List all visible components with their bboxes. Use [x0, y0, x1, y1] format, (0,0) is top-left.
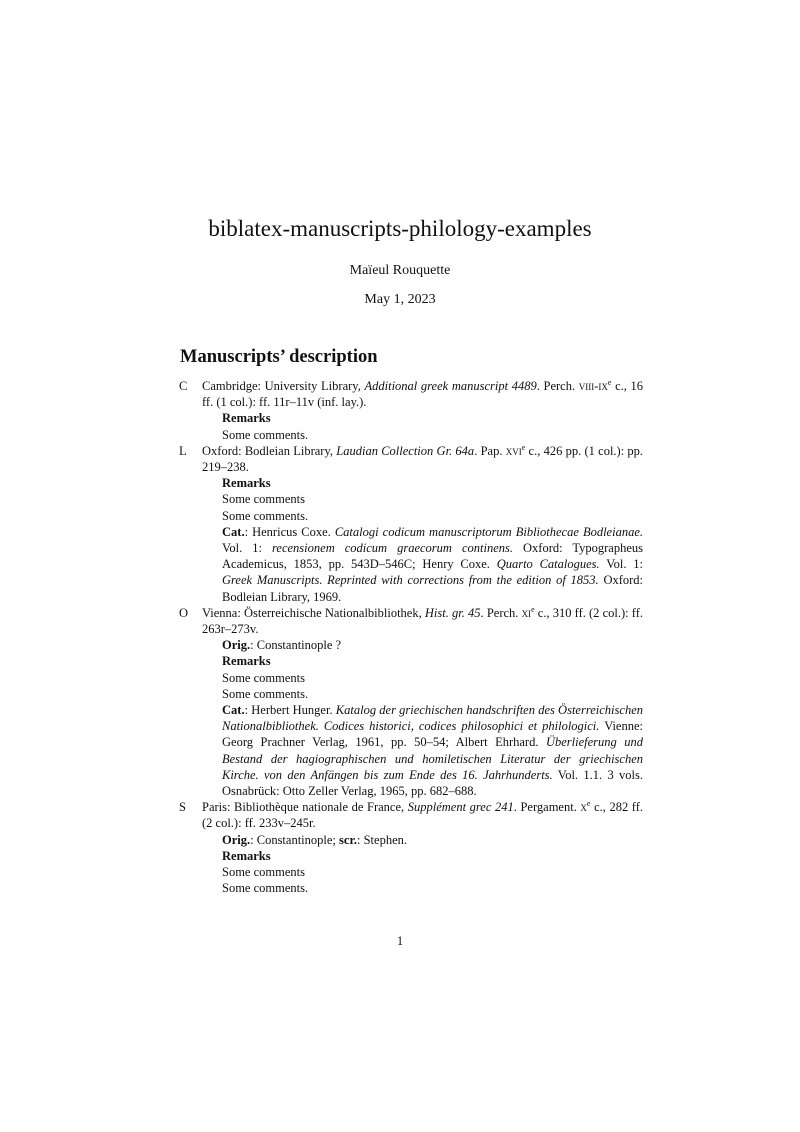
century: x — [580, 800, 587, 815]
remarks-label: Remarks — [222, 476, 271, 491]
city-library: Vienna: Österreichische Nationalbibliothek, — [202, 605, 422, 620]
physical-details: c., 16 ff. (1 col.): ff. 11r–11v (inf. lay.). — [202, 379, 644, 410]
manuscript-entry — [0, 378, 643, 443]
material: Pergament. — [520, 800, 577, 815]
material: Perch. — [486, 605, 519, 620]
century-suffix: e — [586, 799, 591, 809]
century-suffix: e — [607, 378, 612, 387]
shelfmark: Supplément grec 241 — [407, 800, 514, 815]
shelfmark: Hist. gr. 45 — [424, 605, 481, 620]
orig-label: Orig. — [222, 638, 251, 653]
physical-details: c., 282 ff. (2 col.): ff. 233v–245r. — [202, 800, 644, 831]
city-library: Paris: Bibliothèque nationale de France, — [202, 800, 405, 815]
century: viii-ix — [578, 379, 608, 393]
siglum: O — [179, 605, 189, 620]
orig-label: Orig. — [222, 832, 251, 847]
origin-value: Constantinople ? — [256, 638, 342, 653]
material: Pap. — [480, 443, 503, 458]
remark-line: Some comments — [222, 492, 305, 507]
remark-line: Some comments. — [222, 427, 309, 442]
manuscript-entry — [0, 799, 643, 896]
remark-line: Some comments. — [222, 686, 309, 701]
scribe-value: Stephen. — [363, 832, 407, 847]
document-author: Maïeul Rouquette — [349, 263, 451, 278]
remark-line: Some comments — [222, 670, 305, 685]
shelfmark: Laudian Collection Gr. 64a — [336, 443, 475, 458]
catalogue-references: Cat.: Herbert Hunger. Katalog der griechischen handschriften des Österreichischen Nationalbibliothek. Codices historici, codices philosophici et philologici. Vienne: Georg Prachner Verlag, 1961, pp. 50–54; Albert Ehrhard. Überlieferung und Bestand der hagiographischen und homiletischen Literatur der griechischen Kirche. von den Anfängen bis zum Ende des 16. Jahrhunderts. Vol. 1.1. 3 vols. Osnabrück: Otto Zeller Verlag, 1965, pp. 682–688. — [222, 703, 644, 799]
city-library: Oxford: Bodleian Library, — [202, 443, 334, 458]
siglum: C — [179, 379, 188, 393]
remarks-label: Remarks — [222, 411, 271, 426]
manuscript-description: Oxford: Bodleian Library, Laudian Collection Gr. 64a. Pap. xvi$^e$ c., 426 pp. (1 col.): pp. 219–238. — [202, 442, 644, 475]
century-suffix: e — [521, 442, 526, 452]
century: xi — [521, 605, 532, 620]
cat-label: Cat. — [222, 703, 245, 718]
cat-label: Cat. — [222, 524, 245, 539]
origin-line: Orig.: Constantinople ? — [222, 638, 342, 653]
physical-details: c., 310 ff. (2 col.): ff. 263r–273v. — [202, 605, 643, 637]
origin-line: Orig.: Constantinople; scr.: Stephen. — [222, 832, 407, 847]
remark-line: Some comments. — [222, 508, 309, 523]
manuscript-list — [0, 378, 800, 897]
century-suffix: e — [531, 604, 535, 614]
document-date: May 1, 2023 — [364, 292, 436, 307]
century: xvi — [505, 443, 522, 458]
catalogue-references: Cat.: Henricus Coxe. Catalogi codicum manuscriptorum Bibliothecae Bodleianae. Vol. 1: recensionem codicum graecorum continens. Oxford: Typographeus Academicus, 1853, pp. 543D–546C; Henry Coxe. Quarto Catalogues. Vol. 1: Greek Manuscripts. Reprinted with corrections from the edition of 1853. Oxford: Bodleian Library, 1969. — [222, 524, 644, 604]
remarks-label: Remarks — [222, 848, 271, 863]
scr-label: scr. — [339, 832, 357, 847]
siglum: S — [179, 800, 186, 815]
remarks-label: Remarks — [222, 654, 271, 669]
shelfmark: Additional greek manuscript 4489 — [364, 379, 537, 393]
document-title: biblatex-manuscripts-philology-examples — [208, 216, 592, 241]
origin-value: Constantinople; — [256, 832, 336, 847]
page-number: 1 — [396, 934, 404, 948]
section-heading: Manuscripts’ description — [180, 347, 378, 367]
manuscript-description: Vienna: Österreichische Nationalbibliothek, Hist. gr. 45. Perch. $xi^e$ c., 310 ff. (2 col.): ff. 263r–273v. — [202, 604, 643, 637]
remark-line: Some comments — [222, 865, 305, 880]
manuscript-description: Cambridge: University Library, Additional greek manuscript 4489. Perch. viii-$ix^e$ c., 16 ff. (1 col.): ff. 11r–11v (inf. lay.). — [202, 378, 644, 410]
physical-details: c., 426 pp. (1 col.): pp. 219–238. — [202, 443, 644, 475]
manuscript-description: Paris: Bibliothèque nationale de France, Supplément grec 241. Pergament. $x^e$ c., 282 ff. (2 col.): ff. 233v–245r. — [202, 799, 644, 831]
manuscript-entry — [0, 605, 643, 799]
material: Perch. — [543, 379, 576, 393]
manuscript-entry — [0, 443, 643, 605]
city-library: Cambridge: University Library, — [202, 379, 361, 393]
remark-line: Some comments. — [222, 881, 309, 896]
siglum: L — [179, 443, 187, 458]
